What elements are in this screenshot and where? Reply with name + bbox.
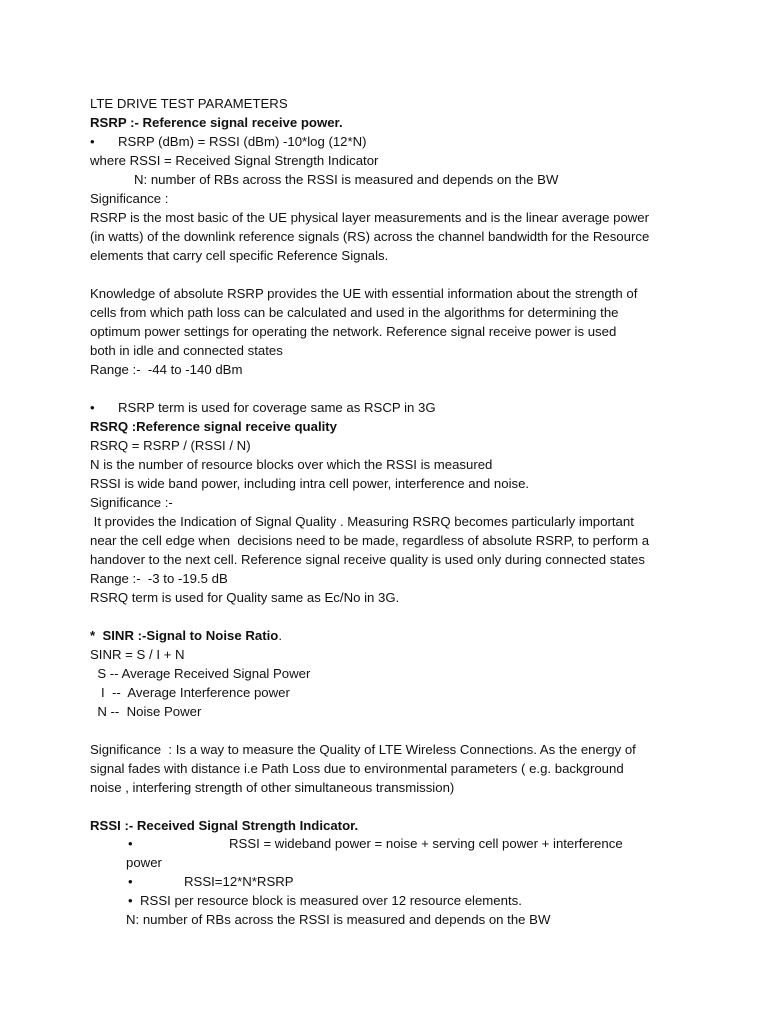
rsrp-coverage-note: RSRP term is used for coverage same as RSCP in 3G (118, 400, 436, 415)
sinr-significance-line: signal fades with distance i.e Path Loss due to environmental parameters ( e.g. background (90, 761, 624, 776)
rsrq-formula: RSRQ = RSRP / (RSSI / N) (90, 438, 251, 453)
rssi-wideband-line: RSSI = wideband power = noise + serving cell power + interference (229, 836, 623, 851)
rsrp-range: Range :- -44 to -140 dBm (90, 362, 243, 377)
bullet-icon: • (90, 400, 95, 415)
rsrp-significance-label: Significance : (90, 191, 169, 206)
rsrp-para1-line: RSRP is the most basic of the UE physical layer measurements and is the linear average power (90, 210, 650, 225)
rssi-heading: RSSI :- Received Signal Strength Indicator. (90, 818, 359, 833)
rsrp-para2-line: Knowledge of absolute RSRP provides the UE with essential information about the strength of (90, 286, 638, 301)
rsrp-where: where RSSI = Received Signal Strength Indicator (90, 153, 379, 168)
bullet-icon: • (128, 874, 133, 889)
rsrq-para-line: It provides the Indication of Signal Quality . Measuring RSRQ becomes particularly important (90, 514, 634, 529)
sinr-heading-period: . (278, 628, 282, 643)
rsrp-formula: RSRP (dBm) = RSSI (dBm) -10*log (12*N) (118, 134, 367, 149)
rsrp-para1-line: (in watts) of the downlink reference signals (RS) across the channel bandwidth for the Resource (90, 229, 650, 244)
rsrq-n-line: N is the number of resource blocks over which the RSSI is measured (90, 457, 493, 472)
rsrq-term: RSRQ term is used for Quality same as Ec/No in 3G. (90, 590, 400, 605)
sinr-n-line: N -- Noise Power (90, 704, 202, 719)
rsrp-heading: RSRP :- Reference signal receive power. (90, 115, 343, 130)
sinr-significance-line: Significance : Is a way to measure the Quality of LTE Wireless Connections. As the energy of (90, 742, 636, 757)
rssi-formula: RSSI=12*N*RSRP (184, 874, 294, 889)
rsrp-para2-line: both in idle and connected states (90, 343, 283, 358)
rsrq-range: Range :- -3 to -19.5 dB (90, 571, 228, 586)
bullet-icon: • (128, 893, 133, 908)
sinr-i-line: I -- Average Interference power (90, 685, 290, 700)
rssi-wideband-cont: power (126, 855, 162, 870)
rsrq-para-line: near the cell edge when decisions need to be made, regardless of absolute RSRP, to perform a (90, 533, 650, 548)
bullet-icon: • (90, 134, 95, 149)
rsrq-significance-label: Significance :- (90, 495, 173, 510)
rsrq-heading: RSRQ :Reference signal receive quality (90, 419, 337, 434)
bullet-icon: • (128, 836, 133, 851)
sinr-significance-line: noise , interfering strength of other simultaneous transmission) (90, 780, 455, 795)
rsrp-para1-line: elements that carry cell specific Reference Signals. (90, 248, 389, 263)
rssi-per-rb-line: RSSI per resource block is measured over 12 resource elements. (140, 893, 522, 908)
rsrp-para2-line: cells from which path loss can be calculated and used in the algorithms for determining the (90, 305, 619, 320)
doc-title: LTE DRIVE TEST PARAMETERS (90, 96, 288, 111)
rsrp-para2-line: optimum power settings for operating the network. Reference signal receive power is used (90, 324, 617, 339)
sinr-formula: SINR = S / I + N (90, 647, 185, 662)
rsrq-para-line: handover to the next cell. Reference signal receive quality is used only during connected states (90, 552, 645, 567)
rsrp-n-definition: N: number of RBs across the RSSI is measured and depends on the BW (134, 172, 559, 187)
rssi-n-definition: N: number of RBs across the RSSI is measured and depends on the BW (126, 912, 551, 927)
sinr-heading: * SINR :-Signal to Noise Ratio (90, 628, 279, 643)
sinr-s-line: S -- Average Received Signal Power (90, 666, 311, 681)
rsrq-rssi-line: RSSI is wide band power, including intra cell power, interference and noise. (90, 476, 530, 491)
sinr-heading-row (90, 626, 282, 645)
